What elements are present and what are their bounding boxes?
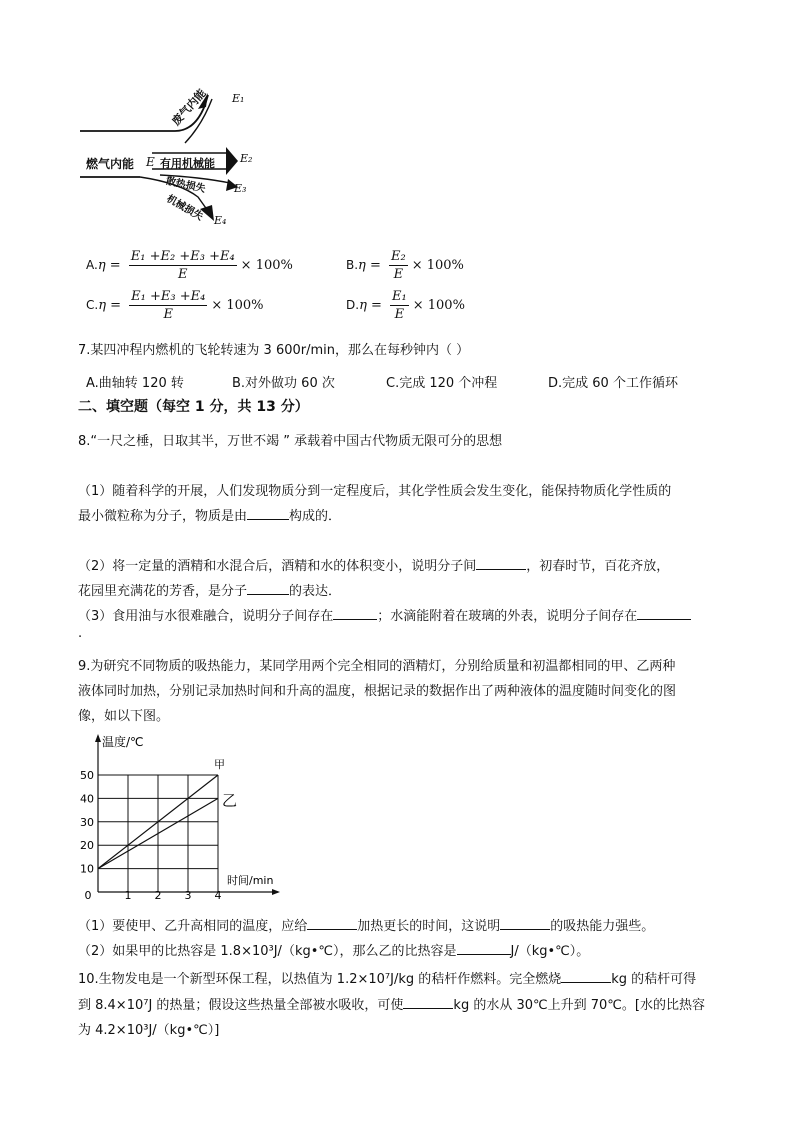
q10-line3: 为 4.2×10³J/（kg•℃）]	[78, 1023, 220, 1038]
energy-label-e4: E₄	[214, 214, 227, 227]
energy-branch-3: 散热损失	[164, 175, 207, 195]
energy-branch-1: 废气内能	[169, 86, 209, 129]
answer-blank[interactable]	[403, 996, 453, 1009]
x-axis-label: 时间/min	[227, 874, 274, 887]
q8-part2-line1: （2）将一定量的酒精和水混合后，酒精和水的体积变小，说明分子间 ，初春时节，百花齐放，	[78, 559, 670, 574]
energy-branch-4: 机械损失	[164, 193, 205, 223]
y-tick-label: 50	[80, 769, 94, 782]
q7-option-c: C.完成 120 个冲程	[386, 376, 498, 391]
q7-stem: 7.某四冲程内燃机的飞轮转速为 3 600r/min，那么在每秒钟内（ ）	[78, 343, 470, 358]
y-axis-label: 温度/℃	[102, 735, 144, 749]
q7-option-a: A.曲轴转 120 转	[86, 376, 184, 391]
energy-symbol-e: E	[146, 155, 155, 169]
q10-line1: 10.生物发电是一个新型环保工程，以热值为 1.2×10⁷J/kg 的秸杆作燃料。完全燃烧 kg 的秸杆可得	[78, 972, 697, 987]
y-axis-arrow	[95, 734, 101, 742]
answer-blank[interactable]	[476, 557, 526, 570]
x-tick-label: 2	[154, 889, 162, 902]
q8-part3-end: .	[78, 626, 83, 641]
q8-stem: 8.“一尺之棰，日取其半，万世不竭 ” 承载着中国古代物质无限可分的思想	[78, 434, 503, 449]
q9-sub2: （2）如果甲的比热容是 1.8×10³J/（kg•℃），那么乙的比热容是 J/（kg•℃）。	[78, 944, 590, 959]
x-tick-label: 0	[84, 889, 92, 902]
q7-option-b: B.对外做功 60 次	[232, 376, 335, 391]
q9-line3: 像，如以下图。	[78, 709, 170, 724]
x-tick-label: 1	[124, 889, 132, 902]
q6-option-a: A.η = $\frac{\text{E₁ +E₂ +E₃ +E₄}}{E}$ × 100%	[86, 249, 293, 282]
series-label: 乙	[222, 791, 238, 810]
q7-option-d: D.完成 60 个工作循环	[548, 376, 678, 391]
q6-option-b: B.η = $\frac{\text{E₂}}{E}$ × 100%	[346, 249, 464, 282]
answer-blank[interactable]	[457, 942, 511, 955]
q9-line1: 9.为研究不同物质的吸热能力，某同学用两个完全相同的酒精灯，分别给质量和初温都相同的甲、乙两种	[78, 659, 676, 674]
x-axis-arrow	[272, 889, 280, 895]
x-tick-label: 4	[214, 889, 222, 902]
answer-blank[interactable]	[247, 582, 289, 595]
answer-blank[interactable]	[307, 917, 357, 930]
temperature-time-chart	[70, 732, 290, 902]
q6-option-d: D.η = $\frac{\text{E₁}}{E}$ × 100%	[346, 289, 465, 322]
q9-line2: 液体同时加热，分别记录加热时间和升高的温度，根据记录的数据作出了两种液体的温度随时间变化的图	[78, 684, 677, 699]
energy-main-label: 燃气内能	[86, 157, 135, 171]
q10-line2: 到 8.4×10⁷J 的热量；假设这些热量全部被水吸收，可使 kg 的水从 30℃上升到 70℃。[水的比热容	[78, 998, 705, 1013]
x-tick-label: 3	[184, 889, 192, 902]
energy-label-e2: E₂	[240, 152, 253, 165]
q8-part1-line2: 最小微粒称为分子，物质是由 构成的．	[78, 509, 342, 524]
energy-label-e1: E₁	[232, 92, 245, 105]
section-heading: 二、填空题（每空 1 分，共 13 分）	[78, 399, 309, 415]
series-label: 甲	[214, 758, 225, 771]
answer-blank[interactable]	[333, 607, 377, 620]
q8-part1-line1: （1）随着科学的开展，人们发现物质分到一定程度后，其化学性质会发生变化，能保持物质化学性质的	[78, 484, 672, 499]
q6-option-c: C.η = $\frac{\text{E₁ +E₃ +E₄}}{E}$ × 100%	[86, 289, 264, 322]
energy-branch-2: 有用机械能	[160, 157, 215, 170]
q8-part3: （3）食用油与水很难融合，说明分子间存在 ；水滴能附着在玻璃的外表，说明分子间存在	[78, 605, 691, 624]
answer-blank[interactable]	[637, 607, 691, 620]
answer-blank[interactable]	[500, 917, 550, 930]
y-tick-label: 20	[80, 839, 94, 853]
answer-blank[interactable]	[247, 507, 289, 520]
y-tick-label: 10	[80, 862, 94, 876]
y-tick-label: 40	[80, 792, 94, 806]
q8-part2-line2: 花园里充满花的芳香，是分子 的表达．	[78, 584, 342, 599]
answer-blank[interactable]	[561, 970, 611, 983]
energy-label-e3: E₃	[234, 182, 247, 195]
q9-sub1: （1）要使甲、乙升高相同的温度，应给 加热更长的时间，这说明 的吸热能力强些。	[78, 919, 655, 934]
y-tick-label: 30	[80, 815, 94, 829]
